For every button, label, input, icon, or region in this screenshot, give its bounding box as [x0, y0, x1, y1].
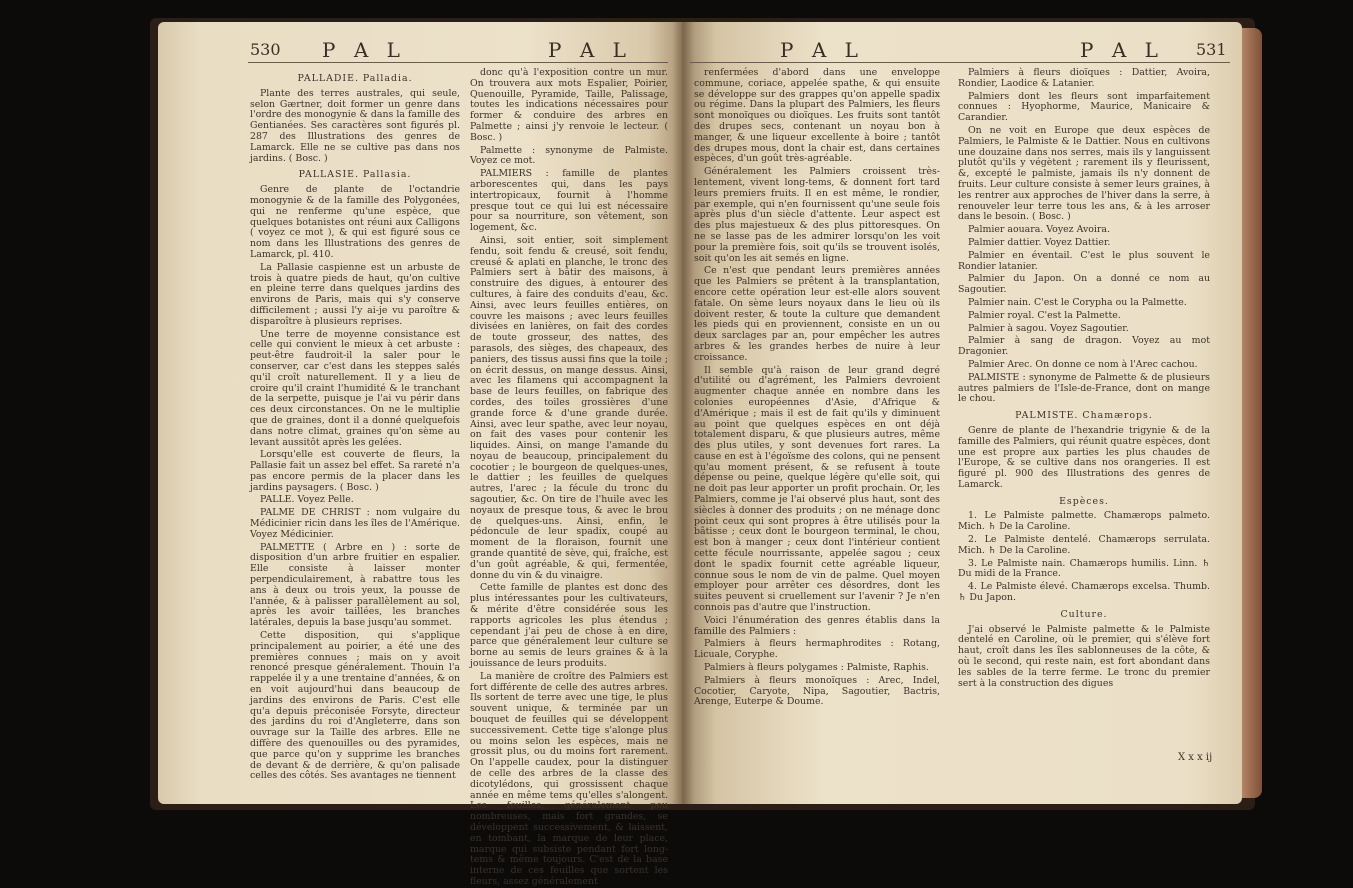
paragraph: La manière de croître des Palmiers est fort différente de celle des autres arbres. Ils sortent de terre avec une tige, le plus souvent unique, & terminée par un bouquet de feuilles qui se développent successivement. Cette tige s'alonge plus ou moins selon les espèces, mais ne grossit plus, ou du moins fort rarement. On l'appelle caudex, pour la distinguer de celle des arbres de la classe des dicotylédons, qui grossissent chaque année en même tems qu'elles s'alongent. Les feuilles, généralement peu nombreuses, mais fort grandes, se développent successivement, & laissent, en tombant, la marque de leur place, marque qui subsiste pendant fort long-tems & même toujours. C'est de la base interne de ces feuilles que sortent les fleurs, assez généralement [470, 670, 668, 887]
right-running-head-1: P A L [780, 38, 864, 62]
paragraph: Palmette : synonyme de Palmiste. Voyez ce mot. [470, 144, 668, 167]
paragraph: Palmiers dont les fleurs sont imparfaitement connues : Hyophorme, Maurice, Manicaire & Carandier. [958, 90, 1210, 124]
left-running-head-1: P A L [322, 38, 406, 62]
paragraph: Généralement les Palmiers croissent très-lentement, vivent long-tems, & donnent fort tard leurs premiers fruits. Il en est même, le rondier, par exemple, qui n'en fournissent qu'une seule fois après plus d'un siècle d'attente. Leur aspect est des plus majestueux & des plus pittoresques. On ne se lasse pas de les admirer lorsqu'on les voit pour la première fois, soit qu'ils se trouvent isolés, soit qu'on les ait semés en ligne. [694, 166, 940, 264]
left-running-head-2: P A L [548, 38, 632, 62]
paragraph: PALMIERS : famille de plantes arborescentes qui, dans les pays intertropicaux, fournit à l'homme presque tout ce qui lui est nécessaire pour sa nourriture, son vêtement, son logement, &c. [470, 168, 668, 234]
entry-title: PALLASIE. Pallasia. [298, 169, 412, 181]
paragraph: Palmier royal. C'est la Palmette. [968, 309, 1121, 321]
paragraph: On ne voit en Europe que deux espèces de Palmiers, le Palmiste & le Dattier. Nous en cultivons une douzaine dans nos serres, mais ils y languissent plutôt qu'ils y végètent ; rarement ils y fleurissent, &, excepté le palmiste, jamais ils n'y donnent de fruits. Leur culture consiste à semer leurs graines, à les rentrer aux approches de l'hiver dans la serre, à renouveler leur terre tous les ans, & à les arroser dans le besoin. ( Bosc. ) [958, 124, 1210, 223]
paragraph: Palmier nain. C'est le Corypha ou la Palmette. [968, 296, 1187, 308]
left-column-1 [250, 68, 460, 782]
entry-title: Espèces. [1059, 495, 1109, 507]
paragraph: Ce n'est que pendant leurs premières années que les Palmiers se prêtent à la transplantation, encore cette opération leur est-elle alors souvent fatale. On sème leurs noyaux dans le lieu où ils doivent rester, & toute la culture que demandent les pieds qui en proviennent, consiste en un ou deux sarclages par an, pour empêcher les autres arbres & les grandes herbes de nuire à leur croissance. [694, 265, 940, 363]
paragraph: Palmiers à fleurs dioïques : Dattier, Avoira, Rondier, Laodice & Latanier. [958, 67, 1210, 89]
paragraph: PALMETTE ( Arbre en ) : sorte de disposition d'un arbre fruitier en espalier. Elle consiste à laisser monter perpendiculairement, à rabattre tous les ans à deux ou trois yeux, la pousse de l'année, & à palisser parallèlement au sol, après les avoir taillées, les branches latérales, depuis la base jusqu'au sommet. [250, 541, 460, 629]
paragraph: PALME DE CHRIST : nom vulgaire du Médicinier ricin dans les îles de l'Amérique. Voyez Médicinier. [250, 507, 460, 540]
paragraph: Ainsi, soit entier, soit simplement fendu, soit fendu & creusé, soit fendu, creusé & aplati en planche, le tronc des Palmiers sert à bâtir des maisons, à construire des digues, à entourer des cultures, à faire des conduits d'eau, &c. Ainsi, avec leurs feuilles entières, on couvre les maisons ; avec leurs feuilles divisées en lanières, on fait des cordes de toute grosseur, des nattes, des parasols, des sièges, des chapeaux, des paniers, des tissus aussi fins que la toile ; on écrit dessus, on mange dessus. Ainsi, avec les filamens qui accompagnent la base de leurs feuilles, on fabrique des cordes, des toiles grossières d'une grande force & d'une grande durée. Ainsi, avec leur spathe, avec leur noyau, on fait des vases pour contenir les liquides. Ainsi, on mange l'amande du noyau de beaucoup, principalement du cocotier ; le bourgeon de quelques-unes, le dattier ; les feuilles de quelques autres, l'arec ; la fécule du tronc du sagoutier, &c. On tire de l'huile avec les noyaux de presque tous, & avec le brou de quelques-uns. Ainsi, enfin, le pédoncule de leur spadix, coupé au moment de la floraison, fournit une grande quantité de sève, qui, fraîche, est d'un goût agréable, & qui, fermentée, donne du vin & du vinaigre. [470, 234, 668, 581]
book-gutter [672, 22, 694, 804]
paragraph: PALLE. Voyez Pelle. [260, 494, 354, 506]
paragraph: 3. Le Palmiste nain. Chamærops humilis. Linn. ♄ Du midi de la France. [958, 557, 1210, 580]
paragraph: Palmier à sagou. Voyez Sagoutier. [968, 322, 1129, 334]
paragraph: Palmier dattier. Voyez Dattier. [968, 236, 1111, 248]
entry-title: PALLADIE. Palladia. [297, 73, 413, 84]
paragraph: PALMISTE : synonyme de Palmette & de plusieurs autres palmiers de l'Isle-de-France, dont on mange le chou. [958, 371, 1210, 405]
left-header-rule [248, 62, 668, 63]
paragraph: Voici l'énumération des genres établis dans la famille des Palmiers : [694, 614, 940, 637]
signature-mark: X x x ij [1178, 752, 1213, 763]
paragraph: donc qu'à l'exposition contre un mur. On trouvera aux mots Espalier, Poirier, Quenouille, Pyramide, Taille, Palissage, toutes les indications nécessaires pour former & conduire des arbres en Palmette ; ainsi j'y renvoie le lecteur. ( Bosc. ) [470, 67, 668, 143]
paragraph: 2. Le Palmiste dentelé. Chamærops serrulata. Mich. ♄ De la Caroline. [958, 534, 1210, 556]
paragraph: Palmier du Japon. On a donné ce nom au Sagoutier. [958, 273, 1210, 296]
right-column-1 [694, 68, 940, 748]
paragraph: Palmier à sang de dragon. Voyez au mot Dragonier. [958, 335, 1210, 358]
left-column-2 [470, 67, 668, 887]
paragraph: Genre de plante de l'hexandrie trigynie & de la famille des Palmiers, qui réunit quatre espèces, dont une est propre aux parties les plus chaudes de l'Europe, & se cultive dans nos orangeries. Il est figuré pl. 900 des Illustrations des genres de Lamarck. [958, 424, 1210, 490]
right-column-2 [958, 68, 1210, 750]
right-page-number: 531 [1196, 40, 1227, 59]
paragraph: Une terre de moyenne consistance est celle qui convient le mieux à cet arbuste : peut-être faudroit-il la saler pour le conserver, car c'est dans les steppes salés qu'il croît naturellement. Il y a lieu de croire qu'il craint l'humidité & le tranchant de la serpette, puisque je l'ai vu périr dans ces deux circonstances. On ne le multiplie que de graines, dont il a donné quelquefois dans notre climat, graines qu'on sème au levant aussitôt après les gelées. [250, 328, 460, 448]
paragraph: Palmier aouara. Voyez Avoira. [968, 224, 1110, 236]
paragraph: Genre de plante de l'octandrie monogynie & de la famille des Polygonées, qui ne renferme qu'une espèce, que quelques botanistes ont réuni aux Calligons ( voyez ce mot ), & qui est figuré sous ce nom dans les Illustrations des genres de Lamarck, pl. 410. [250, 184, 460, 260]
paragraph: Palmiers à fleurs hermaphrodites : Rotang, Licuale, Coryphe. [694, 638, 940, 661]
paragraph: Plante des terres australes, qui seule, selon Gærtner, doit former un genre dans l'ordre des monogynie & dans la famille des Gentianées. Ses caractères sont figurés pl. 287 des Illustrations des genres de Lamarck. Elle ne se cultive pas dans nos jardins. ( Bosc. ) [250, 87, 460, 164]
paragraph: 4. Le Palmiste élevé. Chamærops excelsa. Thumb. ♄ Du Japon. [958, 581, 1210, 604]
paragraph: Palmier en éventail. C'est le plus souvent le Rondier latanier. [958, 249, 1210, 272]
paragraph: La Pallasie caspienne est un arbuste de trois à quatre pieds de haut, qu'on cultive en pleine terre dans quelques jardins des environs de Paris, mais qui s'y conserve difficilement ; aussi l'y ai-je vu paroître & disparoître à plusieurs reprises. [250, 261, 460, 327]
paragraph: J'ai observé le Palmiste palmette & le Palmiste dentelé en Caroline, où le premier, qui s'élève fort haut, croît dans les îles sablonneuses de la côte, & où le second, qui reste nain, est fort abondant dans les sables de la terre ferme. Le tronc du premier sert à la construction des digues [958, 623, 1210, 689]
paragraph: Palmier Arec. On donne ce nom à l'Arec cachou. [968, 358, 1198, 370]
right-header-rule [690, 62, 1230, 63]
paragraph: 1. Le Palmiste palmette. Chamærops palmeto. Mich. ♄ De la Caroline. [958, 510, 1210, 533]
entry-title: Culture. [1060, 608, 1108, 620]
right-running-head-2: P A L [1080, 38, 1164, 62]
left-page-number: 530 [250, 40, 281, 59]
entry-title: PALMISTE. Chamærops. [1015, 410, 1153, 422]
paragraph: Cette famille de plantes est donc des plus intéressantes pour les cultivateurs, & mérite d'être considérée sous les rapports agricoles les plus étendus ; cependant j'ai peu de chose à en dire, parce que généralement leur culture se borne au semis de leurs graines & à la jouissance de leurs produits. [470, 582, 668, 670]
paragraph: Palmiers à fleurs monoïques : Arec, Indel, Cocotier, Caryote, Nipa, Sagoutier, Bactris, Arenge, Euterpe & Doume. [694, 674, 940, 708]
paragraph: Cette disposition, qui s'applique principalement au poirier, a été une des premières connues ; mais on y avoit renoncé presque généralement. Thouin l'a rappelée il y a une trentaine d'années, & on en voit aujourd'hui dans beaucoup de jardins des environs de Paris. C'est elle qu'a depuis préconisée Forsyte, directeur des jardins du roi d'Angleterre, dans son ouvrage sur la Taille des arbres. Elle ne diffère des quenouilles ou des pyramides, que parce qu'on y supprime les branches de devant & de derrière, & qu'on palisade celles des côtés. Ses avantages ne tiennent [250, 630, 460, 782]
paragraph: Palmiers à fleurs polygames : Palmiste, Raphis. [704, 662, 929, 674]
paragraph: renfermées d'abord dans une enveloppe commune, coriace, appelée spathe, & qui ensuite se développe sur des grappes qu'on appelle spadix ou régime. Dans la plupart des Palmiers, les fleurs sont monoïques ou dioïques. Les fruits sont tantôt des drupes secs, contenant un noyau bon à manger, & une liqueur excellente à boire ; tantôt des drupes mous, dont la chair est, dans certaines espèces, d'un goût très-agréable. [694, 67, 940, 165]
paragraph: Il semble qu'à raison de leur grand degré d'utilité ou d'agrément, les Palmiers devroient augmenter chaque année en nombre dans les colonies européennes d'Asie, d'Afrique & d'Amérique ; mais il est de fait qu'ils y diminuent au point que quelques espèces en ont déjà totalement disparu, & que plusieurs autres, même des plus utiles, y sont devenues fort rares. La cause en est à l'égoïsme des colons, qui ne pensent qu'au moment présent, & se refusent à toute dépense ou peine, quelque légère qu'elle soit, qui ne doit pas leur apporter un profit prochain. Or, les Palmiers, comme je l'ai observé plus haut, sont des siècles à donner des produits ; on ne ménage donc point ceux qui sont propres à être utilisés pour la bâtisse ; ceux dont le bourgeon terminal, le chou, est bon à manger ; ceux dont l'intérieur contient cette fécule nourrissante, appelée sagou ; ceux dont le spadix fournit cette agréable liqueur, connue sous le nom de vin de palme. Quel moyen employer pour arrêter ces désordres, dont les suites peuvent si cruellement sur l'avenir ? Je n'en connois pas d'autre que l'instruction. [694, 364, 940, 614]
paragraph: Lorsqu'elle est couverte de fleurs, la Pallasie fait un assez bel effet. Sa rareté n'a pas encore permis de la placer dans les jardins paysagers. ( Bosc. ) [250, 449, 460, 493]
